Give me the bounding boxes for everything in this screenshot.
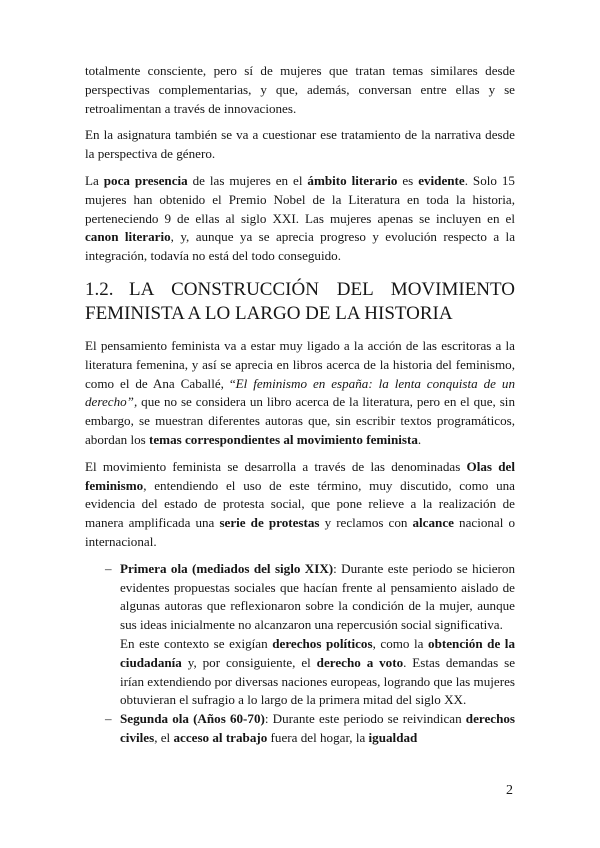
section-title: LA CONSTRUCCIÓN DEL MOVIMIENTO FEMINISTA A LO LARGO DE LA HISTORIA bbox=[85, 278, 515, 324]
section-heading bbox=[85, 278, 515, 326]
page-number: 2 bbox=[506, 783, 513, 798]
paragraph: La poca presencia de las mujeres en el ámbito literario es evidente. Solo 15 mujeres han obtenido el Premio Nobel de la Literatura en toda la historia, perteneciendo 9 de ellas al siglo XXI. Las mujeres apenas se incluyen en el canon literario, y, aunque ya se aprecia progreso y evolución respecto a la integración, todavía no está del todo conseguido. bbox=[85, 172, 516, 264]
section-number: 1.2. bbox=[85, 278, 114, 300]
dash-bullet: – bbox=[105, 711, 112, 727]
document-page bbox=[85, 62, 515, 748]
paragraph: El pensamiento feminista va a estar muy ligado a la acción de las escritoras a la literatura femenina, y así se aprecia en libros acerca de la historia del feminismo, como el de Ana Caballé, “El feminismo en españa: la lenta conquista de un derecho”, que no se considera un libro acerca de la literatura, pero en el que, sin embargo, se muestran diferentes autoras que, sin escribir textos programáticos, abordan los temas correspondientes al movimiento feminista. bbox=[85, 337, 515, 447]
waves-list bbox=[85, 560, 515, 748]
paragraph: totalmente consciente, pero sí de mujeres que tratan temas similares desde perspectivas complementarias, y que, además, conversan entre ellas y se retroalimentan a través de innovaciones. bbox=[85, 63, 515, 116]
list-item: – Primera ola (mediados del siglo XIX): Durante este periodo se hicieron evidentes propuestas sociales que hacían frente al pensamiento aislado de algunas autoras que reflexionaron sobre la condición de la mujer, aunque sus ideas inicialmente no alcanzaron una repercusión social significativa. En este contexto se exigían derechos políticos, como la obtención de la ciudadanía y, por consiguiente, el derecho a voto. Estas demandas se irían extendiendo por diversas naciones europeas, logrando que las mujeres obtuvieran el sufragio a lo largo de la primera mitad del siglo XX. bbox=[105, 560, 516, 708]
list-item: – Segunda ola (Años 60-70): Durante este periodo se reivindican derechos civiles, el acceso al trabajo fuera del hogar, la igualdad bbox=[105, 711, 515, 745]
paragraph: En la asignatura también se va a cuestionar ese tratamiento de la narrativa desde la perspectiva de género. bbox=[85, 127, 515, 162]
dash-bullet: – bbox=[105, 560, 112, 576]
paragraph: El movimiento feminista se desarrolla a través de las denominadas Olas del feminismo, entendiendo el uso de este término, muy discutido, como una evidencia del estado de protesta social, que pone relieve a la realización de manera amplificada una serie de protestas y reclamos con alcance nacional o internacional. bbox=[85, 458, 515, 549]
